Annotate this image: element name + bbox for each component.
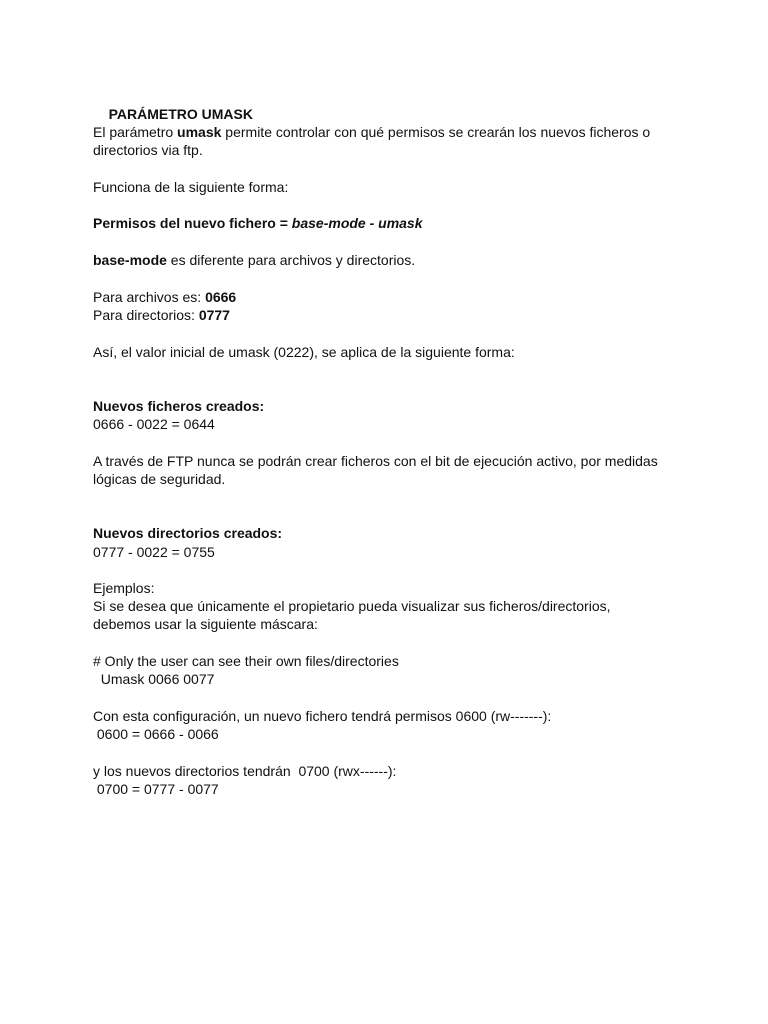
basemode-term: base-mode <box>93 252 167 268</box>
umask-command-line <box>93 670 214 688</box>
intro-text: El parámetro <box>93 124 178 140</box>
ejemplos-label-text: Ejemplos: <box>93 580 155 596</box>
asi-text: Así, el valor inicial de umask (0222), se aplica de la siguiente forma: <box>93 344 515 360</box>
archivos-line <box>93 288 236 306</box>
funciona-text: Funciona de la siguiente forma: <box>93 179 289 195</box>
ejemplos-line-1 <box>93 597 611 615</box>
ficheros-heading <box>93 397 264 415</box>
ejemplos-text-2: debemos usar la siguiente máscara: <box>93 616 318 632</box>
comment-text: # Only the user can see their own files/directories <box>93 653 399 669</box>
config-fichero-line <box>93 707 551 725</box>
ficheros-calc <box>93 415 215 433</box>
title-text: PARÁMETRO UMASK <box>108 106 253 122</box>
formula-label: Permisos del nuevo fichero = <box>93 215 292 231</box>
ficheros-heading-text: Nuevos ficheros creados: <box>93 398 265 414</box>
ftp-note-line-1 <box>93 452 658 470</box>
umask-term: umask <box>177 124 222 140</box>
formula-expression: base-mode - umask <box>291 215 423 231</box>
archivos-label: Para archivos es: <box>93 289 206 305</box>
config-fichero-text: Con esta configuración, un nuevo fichero tendrá permisos 0600 (rw-------): <box>93 708 552 724</box>
basemode-text: es diferente para archivos y directorios. <box>166 252 416 268</box>
calc-directorio-line <box>93 780 219 798</box>
intro-text-rest: permite controlar con qué permisos se crearán los nuevos ficheros o <box>221 124 651 140</box>
intro-line-1 <box>93 123 650 141</box>
umask-command-text: Umask 0066 0077 <box>93 671 215 687</box>
ejemplos-text-1: Si se desea que únicamente el propietario pueda visualizar sus ficheros/directorios, <box>93 598 611 614</box>
config-directorio-text: y los nuevos directorios tendrán 0700 (rwx------): <box>93 763 397 779</box>
comment-line <box>93 652 399 670</box>
intro-line-2 <box>93 141 203 159</box>
ftp-note-text-2: lógicas de seguridad. <box>93 471 226 487</box>
directorios-calc-text: 0777 - 0022 = 0755 <box>93 544 215 560</box>
formula-line <box>93 214 423 232</box>
ftp-note-line-2 <box>93 470 225 488</box>
calc-fichero-line <box>93 725 219 743</box>
archivos-value: 0666 <box>205 289 237 305</box>
asi-line <box>93 343 515 361</box>
directorios-label: Para directorios: <box>93 307 199 323</box>
calc-fichero-text: 0600 = 0666 - 0066 <box>93 726 219 742</box>
ejemplos-line-2 <box>93 615 318 633</box>
config-directorio-line <box>93 762 396 780</box>
ejemplos-label <box>93 579 154 597</box>
ficheros-calc-text: 0666 - 0022 = 0644 <box>93 416 215 432</box>
directorios-line <box>93 306 230 324</box>
directorios-value: 0777 <box>198 307 230 323</box>
directorios-heading <box>93 524 282 542</box>
directorios-calc <box>93 543 215 561</box>
ftp-note-text-1: A través de FTP nunca se podrán crear ficheros con el bit de ejecución activo, por medidas <box>93 453 658 469</box>
basemode-line <box>93 251 415 269</box>
funciona-line <box>93 178 288 196</box>
intro-text-2: directorios via ftp. <box>93 142 203 158</box>
calc-directorio-text: 0700 = 0777 - 0077 <box>93 781 219 797</box>
directorios-heading-text: Nuevos directorios creados: <box>93 525 283 541</box>
